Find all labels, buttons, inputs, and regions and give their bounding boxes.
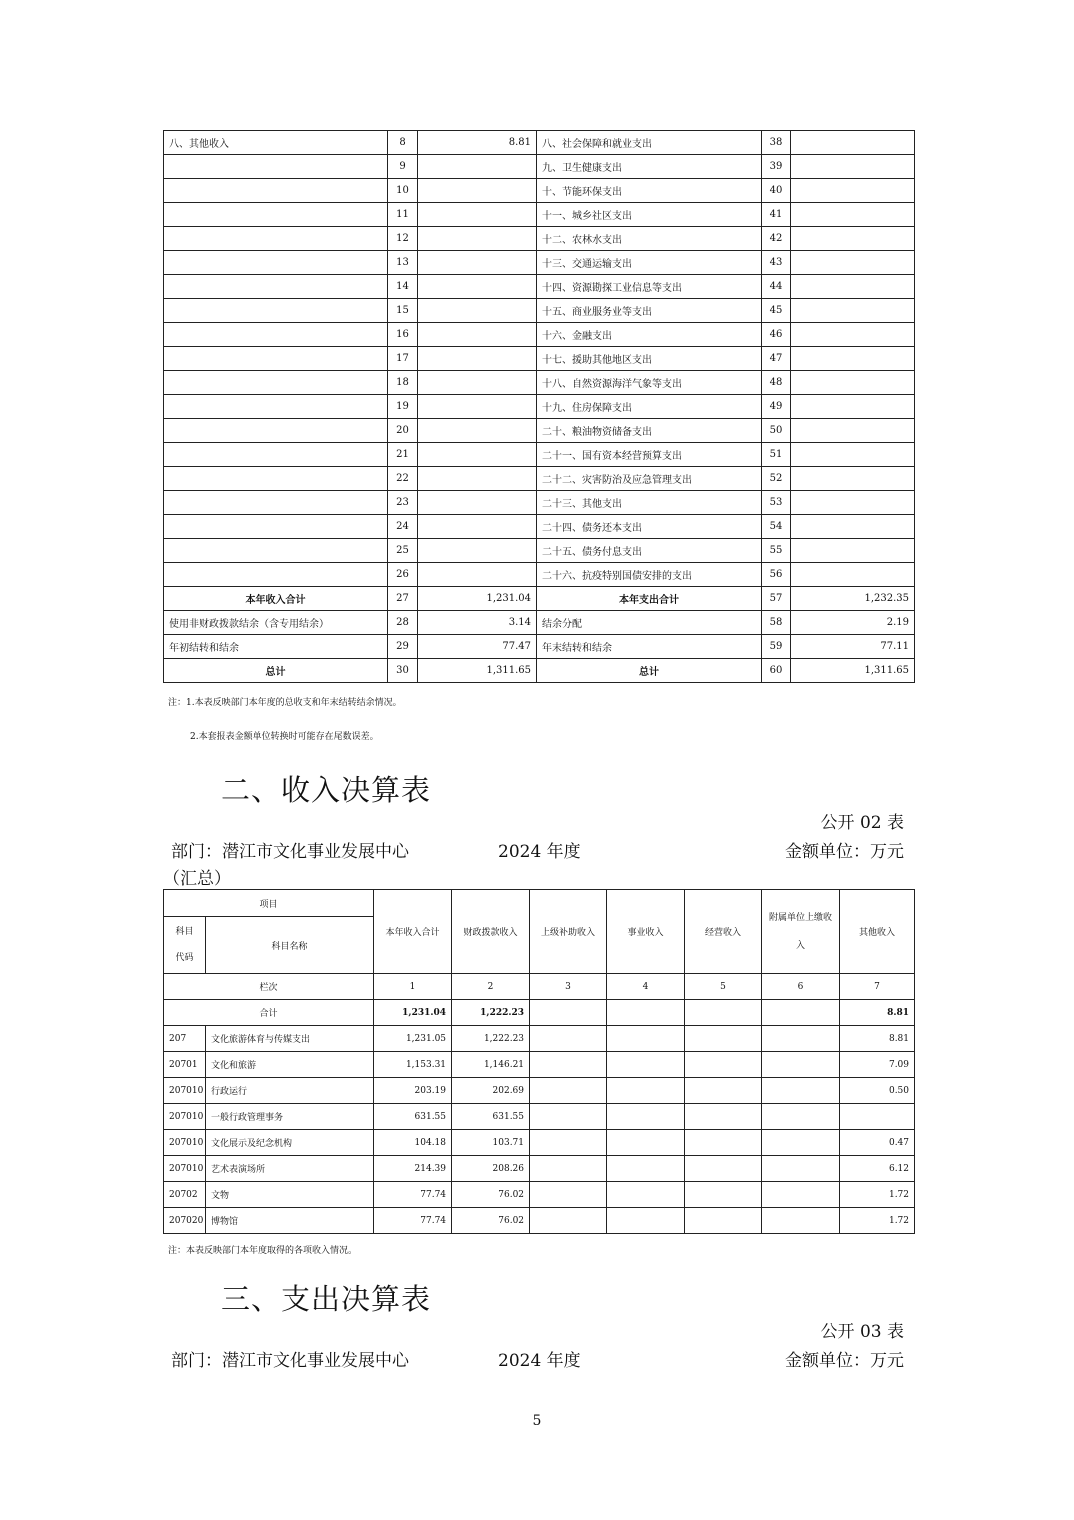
row-c5 — [685, 1078, 762, 1104]
row-c2: 202.69 — [452, 1078, 530, 1104]
table-row — [164, 515, 915, 539]
row-c5 — [685, 1052, 762, 1078]
section3-year: 2024 年度 — [498, 1351, 581, 1371]
right-item: 八、社会保障和就业支出 — [537, 131, 762, 155]
table-row — [164, 155, 915, 179]
row-c2: 103.71 — [452, 1130, 530, 1156]
right-item: 总计 — [537, 659, 762, 683]
col-num-1: 1 — [374, 974, 452, 1000]
row-c4 — [607, 1208, 685, 1234]
left-item: 本年收入合计 — [164, 587, 388, 611]
right-amount — [791, 203, 915, 227]
row-c5 — [685, 1182, 762, 1208]
right-item: 二十一、国有资本经营预算支出 — [537, 443, 762, 467]
row-c4 — [607, 1104, 685, 1130]
right-amount — [791, 179, 915, 203]
left-item — [164, 443, 388, 467]
table-row — [164, 1130, 915, 1156]
right-no: 59 — [762, 635, 791, 659]
row-c5 — [685, 1026, 762, 1052]
row-name: 文化和旅游 — [206, 1052, 374, 1078]
left-no: 20 — [388, 419, 418, 443]
table-row — [164, 587, 915, 611]
left-no: 27 — [388, 587, 418, 611]
table-row — [164, 1104, 915, 1130]
table-row — [164, 251, 915, 275]
table-row — [164, 467, 915, 491]
table-row — [164, 611, 915, 635]
row-c4 — [607, 1182, 685, 1208]
row-name: 行政运行 — [206, 1078, 374, 1104]
left-amount — [418, 155, 537, 179]
right-amount — [791, 347, 915, 371]
header-name: 科目名称 — [206, 917, 374, 974]
table-row — [164, 419, 915, 443]
row-c4 — [607, 1156, 685, 1182]
left-item: 总计 — [164, 659, 388, 683]
right-amount — [791, 227, 915, 251]
left-amount — [418, 539, 537, 563]
right-amount — [791, 443, 915, 467]
right-no: 57 — [762, 587, 791, 611]
row-code: 207010 — [164, 1156, 206, 1182]
row-code: 20701 — [164, 1052, 206, 1078]
table-row — [164, 1182, 915, 1208]
left-amount: 77.47 — [418, 635, 537, 659]
left-item — [164, 371, 388, 395]
total-c5 — [685, 1000, 762, 1026]
left-item — [164, 155, 388, 179]
row-c6 — [762, 1156, 840, 1182]
right-item: 二十六、抗疫特别国债安排的支出 — [537, 563, 762, 587]
right-amount: 1,311.65 — [791, 659, 915, 683]
left-amount: 1,231.04 — [418, 587, 537, 611]
right-amount — [791, 299, 915, 323]
right-no: 46 — [762, 323, 791, 347]
row-c1: 1,231.05 — [374, 1026, 452, 1052]
summary-table — [163, 130, 915, 683]
row-name: 文化旅游体育与传媒支出 — [206, 1026, 374, 1052]
row-code: 207020 — [164, 1208, 206, 1234]
total-c2: 1,222.23 — [452, 1000, 530, 1026]
table-row — [164, 1078, 915, 1104]
row-c2: 631.55 — [452, 1104, 530, 1130]
left-no: 28 — [388, 611, 418, 635]
left-no: 22 — [388, 467, 418, 491]
left-no: 17 — [388, 347, 418, 371]
table-row — [164, 227, 915, 251]
row-c5 — [685, 1208, 762, 1234]
section2-title: 二、收入决算表 — [221, 773, 432, 807]
row-c1: 77.74 — [374, 1182, 452, 1208]
row-name: 文物 — [206, 1182, 374, 1208]
row-c5 — [685, 1130, 762, 1156]
header-col5: 经营收入 — [685, 890, 762, 974]
left-amount — [418, 443, 537, 467]
row-c3 — [530, 1104, 607, 1130]
col-num-3: 3 — [530, 974, 607, 1000]
right-no: 60 — [762, 659, 791, 683]
right-item: 二十五、债务付息支出 — [537, 539, 762, 563]
left-no: 9 — [388, 155, 418, 179]
left-amount — [418, 419, 537, 443]
row-name: 博物馆 — [206, 1208, 374, 1234]
row-name: 一般行政管理事务 — [206, 1104, 374, 1130]
row-c4 — [607, 1026, 685, 1052]
right-item: 十五、商业服务业等支出 — [537, 299, 762, 323]
section3-table-no: 公开 03 表 — [820, 1322, 904, 1342]
row-c3 — [530, 1182, 607, 1208]
right-no: 43 — [762, 251, 791, 275]
header-col1: 本年收入合计 — [374, 890, 452, 974]
left-amount — [418, 203, 537, 227]
header-col6: 附属单位上缴收入 — [762, 890, 840, 974]
right-no: 54 — [762, 515, 791, 539]
left-no: 21 — [388, 443, 418, 467]
row-c2: 208.26 — [452, 1156, 530, 1182]
table-row — [164, 347, 915, 371]
left-item: 八、其他收入 — [164, 131, 388, 155]
right-no: 56 — [762, 563, 791, 587]
row-c7: 8.81 — [840, 1026, 915, 1052]
row-c7: 1.72 — [840, 1182, 915, 1208]
right-item: 二十二、灾害防治及应急管理支出 — [537, 467, 762, 491]
right-item: 十七、援助其他地区支出 — [537, 347, 762, 371]
right-amount — [791, 419, 915, 443]
left-amount — [418, 371, 537, 395]
right-no: 44 — [762, 275, 791, 299]
table-row — [164, 1156, 915, 1182]
section2-dept: 部门：潜江市文化事业发展中心 — [171, 842, 409, 862]
row-c4 — [607, 1130, 685, 1156]
right-amount — [791, 131, 915, 155]
right-amount — [791, 491, 915, 515]
left-no: 12 — [388, 227, 418, 251]
row-c7 — [840, 1104, 915, 1130]
row-code: 207 — [164, 1026, 206, 1052]
right-amount — [791, 323, 915, 347]
left-item — [164, 563, 388, 587]
right-item: 十二、农林水支出 — [537, 227, 762, 251]
right-item: 二十三、其他支出 — [537, 491, 762, 515]
col-num-2: 2 — [452, 974, 530, 1000]
row-c3 — [530, 1156, 607, 1182]
row-c3 — [530, 1052, 607, 1078]
row-c1: 214.39 — [374, 1156, 452, 1182]
right-item: 十、节能环保支出 — [537, 179, 762, 203]
left-no: 14 — [388, 275, 418, 299]
row-c6 — [762, 1182, 840, 1208]
right-no: 42 — [762, 227, 791, 251]
left-amount — [418, 395, 537, 419]
total-c4 — [607, 1000, 685, 1026]
right-amount — [791, 371, 915, 395]
table-row — [164, 275, 915, 299]
right-item: 本年支出合计 — [537, 587, 762, 611]
row-c1: 203.19 — [374, 1078, 452, 1104]
table-row — [164, 635, 915, 659]
left-amount — [418, 179, 537, 203]
right-amount — [791, 563, 915, 587]
right-amount: 1,232.35 — [791, 587, 915, 611]
left-no: 8 — [388, 131, 418, 155]
row-c5 — [685, 1156, 762, 1182]
right-no: 58 — [762, 611, 791, 635]
right-amount — [791, 515, 915, 539]
left-item — [164, 251, 388, 275]
right-amount — [791, 155, 915, 179]
row-c2: 76.02 — [452, 1208, 530, 1234]
right-item: 结余分配 — [537, 611, 762, 635]
row-c2: 1,146.21 — [452, 1052, 530, 1078]
right-amount — [791, 275, 915, 299]
table-row — [164, 1208, 915, 1234]
header-col3: 上级补助收入 — [530, 890, 607, 974]
section2-year: 2024 年度 — [498, 842, 581, 862]
left-no: 15 — [388, 299, 418, 323]
left-item — [164, 347, 388, 371]
left-item: 年初结转和结余 — [164, 635, 388, 659]
right-item: 年末结转和结余 — [537, 635, 762, 659]
right-item: 二十、粮油物资储备支出 — [537, 419, 762, 443]
left-amount: 3.14 — [418, 611, 537, 635]
right-no: 45 — [762, 299, 791, 323]
row-c1: 1,153.31 — [374, 1052, 452, 1078]
right-item: 九、卫生健康支出 — [537, 155, 762, 179]
table-row — [164, 563, 915, 587]
row-code: 207010 — [164, 1078, 206, 1104]
right-no: 50 — [762, 419, 791, 443]
left-no: 10 — [388, 179, 418, 203]
left-amount — [418, 515, 537, 539]
left-item — [164, 395, 388, 419]
section3-unit: 金额单位：万元 — [785, 1351, 904, 1371]
header-item: 项目 — [164, 890, 374, 917]
left-no: 26 — [388, 563, 418, 587]
left-item — [164, 299, 388, 323]
col-num-7: 7 — [840, 974, 915, 1000]
left-item — [164, 419, 388, 443]
left-amount — [418, 227, 537, 251]
row-c1: 77.74 — [374, 1208, 452, 1234]
right-amount — [791, 467, 915, 491]
left-no: 29 — [388, 635, 418, 659]
left-item — [164, 515, 388, 539]
header-col2: 财政拨款收入 — [452, 890, 530, 974]
right-no: 39 — [762, 155, 791, 179]
table-row — [164, 131, 915, 155]
left-item — [164, 179, 388, 203]
header-code: 科目代码 — [164, 917, 206, 974]
right-amount — [791, 539, 915, 563]
left-no: 19 — [388, 395, 418, 419]
right-no: 53 — [762, 491, 791, 515]
row-c6 — [762, 1130, 840, 1156]
right-amount — [791, 395, 915, 419]
row-c5 — [685, 1104, 762, 1130]
right-no: 48 — [762, 371, 791, 395]
row-c6 — [762, 1078, 840, 1104]
row-c2: 76.02 — [452, 1182, 530, 1208]
row-c7: 6.12 — [840, 1156, 915, 1182]
table-row — [164, 371, 915, 395]
row-c6 — [762, 1104, 840, 1130]
left-amount — [418, 275, 537, 299]
row-c1: 631.55 — [374, 1104, 452, 1130]
right-no: 47 — [762, 347, 791, 371]
row-c7: 7.09 — [840, 1052, 915, 1078]
row-c3 — [530, 1026, 607, 1052]
right-item: 十六、金融支出 — [537, 323, 762, 347]
right-no: 55 — [762, 539, 791, 563]
left-no: 25 — [388, 539, 418, 563]
left-no: 11 — [388, 203, 418, 227]
left-no: 30 — [388, 659, 418, 683]
left-item — [164, 275, 388, 299]
row-c2: 1,222.23 — [452, 1026, 530, 1052]
row-c7: 0.50 — [840, 1078, 915, 1104]
left-amount — [418, 347, 537, 371]
row-c4 — [607, 1078, 685, 1104]
section2-unit: 金额单位：万元 — [785, 842, 904, 862]
left-no: 23 — [388, 491, 418, 515]
right-amount: 77.11 — [791, 635, 915, 659]
section2-table-no: 公开 02 表 — [820, 813, 904, 833]
row-c6 — [762, 1052, 840, 1078]
left-item — [164, 467, 388, 491]
right-amount: 2.19 — [791, 611, 915, 635]
right-no: 38 — [762, 131, 791, 155]
left-amount: 1,311.65 — [418, 659, 537, 683]
row-c1: 104.18 — [374, 1130, 452, 1156]
table-row — [164, 179, 915, 203]
table-row — [164, 395, 915, 419]
left-no: 24 — [388, 515, 418, 539]
col-num-4: 4 — [607, 974, 685, 1000]
left-amount — [418, 251, 537, 275]
row-code: 207010 — [164, 1130, 206, 1156]
row-c3 — [530, 1208, 607, 1234]
left-item — [164, 323, 388, 347]
page-number: 5 — [532, 1413, 542, 1429]
section3-title: 三、支出决算表 — [221, 1282, 432, 1316]
table-row — [164, 443, 915, 467]
left-amount — [418, 323, 537, 347]
row-name: 艺术表演场所 — [206, 1156, 374, 1182]
table-row — [164, 659, 915, 683]
left-no: 13 — [388, 251, 418, 275]
right-no: 40 — [762, 179, 791, 203]
left-item — [164, 227, 388, 251]
table-row — [164, 1052, 915, 1078]
header-col4: 事业收入 — [607, 890, 685, 974]
row-c7: 0.47 — [840, 1130, 915, 1156]
table-row — [164, 539, 915, 563]
right-item: 二十四、债务还本支出 — [537, 515, 762, 539]
right-item: 十九、住房保障支出 — [537, 395, 762, 419]
left-item — [164, 203, 388, 227]
left-amount — [418, 491, 537, 515]
left-item — [164, 491, 388, 515]
total-c6 — [762, 1000, 840, 1026]
right-amount — [791, 251, 915, 275]
row-c3 — [530, 1130, 607, 1156]
left-amount: 8.81 — [418, 131, 537, 155]
left-no: 16 — [388, 323, 418, 347]
row-c3 — [530, 1078, 607, 1104]
col-num-6: 6 — [762, 974, 840, 1000]
table-row — [164, 323, 915, 347]
row-code: 207010 — [164, 1104, 206, 1130]
row-c6 — [762, 1026, 840, 1052]
total-c7: 8.81 — [840, 1000, 915, 1026]
col-num-5: 5 — [685, 974, 762, 1000]
row-code: 20702 — [164, 1182, 206, 1208]
left-amount — [418, 563, 537, 587]
section3-dept: 部门：潜江市文化事业发展中心 — [171, 1351, 409, 1371]
right-item: 十四、资源勘探工业信息等支出 — [537, 275, 762, 299]
left-amount — [418, 299, 537, 323]
left-item — [164, 539, 388, 563]
left-amount — [418, 467, 537, 491]
total-c3 — [530, 1000, 607, 1026]
right-no: 51 — [762, 443, 791, 467]
right-item: 十一、城乡社区支出 — [537, 203, 762, 227]
table-row — [164, 299, 915, 323]
table-row — [164, 1026, 915, 1052]
income-table — [163, 889, 915, 1234]
left-no: 18 — [388, 371, 418, 395]
header-lanci: 栏次 — [164, 974, 374, 1000]
right-item: 十八、自然资源海洋气象等支出 — [537, 371, 762, 395]
total-label: 合计 — [164, 1000, 374, 1026]
left-item: 使用非财政拨款结余（含专用结余） — [164, 611, 388, 635]
table-row — [164, 491, 915, 515]
right-no: 52 — [762, 467, 791, 491]
row-c4 — [607, 1052, 685, 1078]
table-row — [164, 203, 915, 227]
row-c7: 1.72 — [840, 1208, 915, 1234]
row-name: 文化展示及纪念机构 — [206, 1130, 374, 1156]
table2-note: 注：本表反映部门本年度取得的各项收入情况。 — [168, 1246, 358, 1256]
right-item: 十三、交通运输支出 — [537, 251, 762, 275]
table1-note-2: 2.本套报表金额单位转换时可能存在尾数误差。 — [190, 732, 379, 742]
total-c1: 1,231.04 — [374, 1000, 452, 1026]
table1-note-1: 注：1.本表反映部门本年度的总收支和年末结转结余情况。 — [168, 698, 402, 708]
section2-summary: （汇总） — [163, 869, 231, 889]
row-c6 — [762, 1208, 840, 1234]
header-col7: 其他收入 — [840, 890, 915, 974]
right-no: 41 — [762, 203, 791, 227]
right-no: 49 — [762, 395, 791, 419]
